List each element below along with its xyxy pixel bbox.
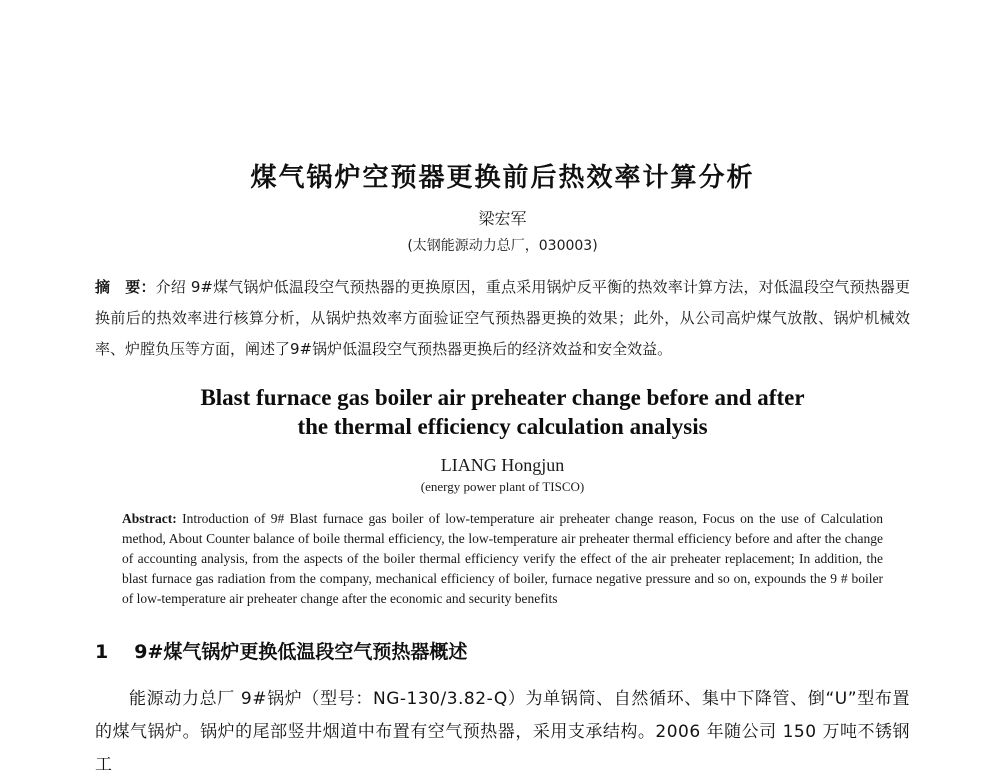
abstract-english — [122, 509, 883, 609]
paper-title-chinese: 煤气锅炉空预器更换前后热效率计算分析 — [250, 163, 755, 193]
abstract-chinese — [95, 272, 910, 365]
author-name-chinese: 梁宏军 — [478, 209, 527, 228]
affiliation-chinese: (太钢能源动力总厂，030003) — [407, 238, 598, 254]
section-1-heading — [95, 639, 910, 665]
author-name-english: LIANG Hongjun — [440, 455, 565, 475]
paper-title-english — [95, 383, 910, 441]
paper-title-english-line2: the thermal efficiency calculation analysis — [297, 414, 708, 439]
abstract-english-label: Abstract: — [122, 511, 177, 526]
affiliation-english: (energy power plant of TISCO) — [420, 479, 585, 494]
section-1-number: 1 — [95, 641, 109, 663]
section-1-title: 9#煤气锅炉更换低温段空气预热器概述 — [134, 641, 468, 663]
abstract-chinese-label: 摘 要： — [95, 278, 156, 296]
body-paragraph-1: 能源动力总厂 9#锅炉（型号：NG-130/3.82-Q）为单锅筒、自然循环、集中下降管、倒“U”型布置的煤气锅炉。锅炉的尾部竖井烟道中布置有空气预热器，采用支承结构。2006 年随公司 150 万吨不锈钢工 — [95, 689, 910, 775]
paper-title-english-line1: Blast furnace gas boiler air preheater change before and after — [200, 385, 805, 410]
abstract-english-text: Introduction of 9# Blast furnace gas boiler of low-temperature air preheater change reason, Focus on the use of Calculation method, About Counter balance of boile thermal efficiency, the low-temperature air preheater thermal efficiency before and after the change of accounting analysis, from the aspects of the boiler thermal efficiency verify the effect of the air preheater replacement; In addition, the blast furnace gas radiation from the company, mechanical efficiency of boiler, furnace negative pressure and so on, expounds the 9 # boiler of low-temperature air preheater change after the economic and security benefits — [122, 511, 883, 606]
abstract-chinese-text: 介绍 9#煤气锅炉低温段空气预热器的更换原因，重点采用锅炉反平衡的热效率计算方法，对低温段空气预热器更换前后的热效率进行核算分析，从锅炉热效率方面验证空气预热器更换的效果；此外，从公司高炉煤气放散、锅炉机械效率、炉膛负压等方面，阐述了9#锅炉低温段空气预热器更换后的经济效益和安全效益。 — [95, 278, 910, 358]
